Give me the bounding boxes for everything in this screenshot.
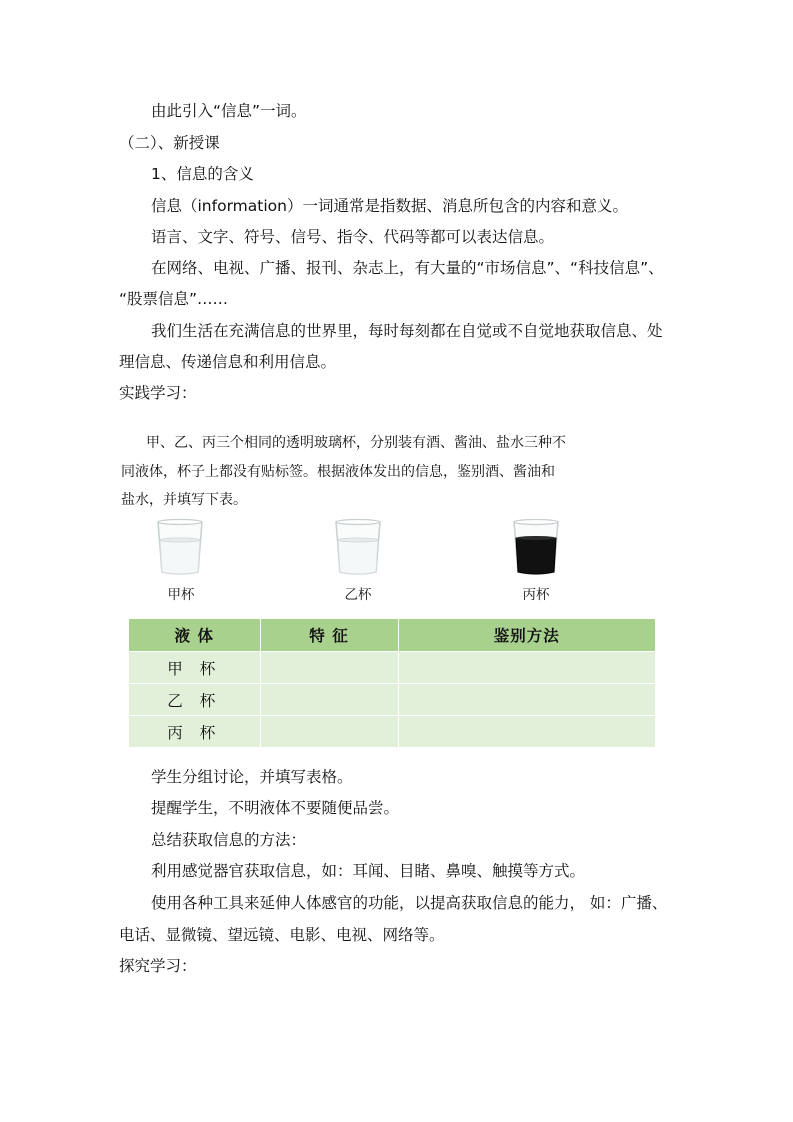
text-line: 语言、文字、符号、信号、指令、代码等都可以表达信息。 [151,228,555,246]
cell-feature[interactable] [260,684,398,716]
cup-jia-image [155,518,205,576]
cup-yi-image [333,518,383,576]
cell-liquid: 甲 杯 [129,652,260,684]
section-label: 实践学习： [119,384,197,402]
cell-feature[interactable] [260,716,398,748]
text-line: 学生分组讨论，并填写表格。 [151,768,353,786]
text-line: 提醒学生，不明液体不要随便品尝。 [151,799,400,817]
cup-bing-liquid [516,538,556,574]
section-heading: （二）、新授课 [119,134,220,152]
cell-method[interactable] [398,684,655,716]
exercise-line: 同液体，杯子上都没有贴标签。根据液体发出的信息，鉴别酒、酱油和 [121,464,555,480]
cell-liquid: 丙 杯 [129,716,260,748]
subsection-heading: 1、信息的含义 [151,165,254,183]
text-line: 信息（information）一词通常是指数据、消息所包含的内容和意义。 [151,197,628,215]
cup-jia-liquid [160,540,200,574]
text-line: 我们生活在充满信息的世界里，每时每刻都在自觉或不自觉地获取信息、处 [151,322,663,340]
table-row [129,652,655,684]
table-row [129,684,655,716]
identification-table [129,619,655,747]
text-line: 电话、显微镜、望远镜、电影、电视、网络等。 [119,926,445,944]
text-line: 利用感觉器官获取信息，如：耳闻、目睹、鼻嗅、触摸等方式。 [151,862,586,880]
cup-yi-label: 乙杯 [344,587,372,603]
table-row [129,716,655,748]
cup-yi-liquid [338,540,378,574]
text-line: 在网络、电视、广播、报刊、杂志上，有大量的“市场信息”、“科技信息”、 [151,259,664,277]
section-label: 探究学习： [119,957,197,975]
cell-method[interactable] [398,652,655,684]
cell-liquid: 乙 杯 [129,684,260,716]
text-line: 由此引入“信息”一词。 [151,102,307,120]
text-line: “股票信息”…… [119,290,229,308]
exercise-line: 盐水，并填写下表。 [121,492,247,508]
header-liquid: 液 体 [129,619,260,652]
text-line: 使用各种工具来延伸人体感官的功能，以提高获取信息的能力， 如：广播、 [151,894,668,912]
cup-bing-image [511,518,561,576]
cell-feature[interactable] [260,652,398,684]
header-method: 鉴别方法 [398,619,655,652]
exercise-line: 甲、乙、丙三个相同的透明玻璃杯，分别装有酒、酱油、盐水三种不 [146,435,566,451]
cup-bing-label: 丙杯 [522,587,550,603]
text-line: 总结获取信息的方法： [151,831,307,849]
cell-method[interactable] [398,716,655,748]
header-feature: 特 征 [260,619,398,652]
table-header-row [129,619,655,652]
cup-jia-label: 甲杯 [167,587,195,603]
text-line: 理信息、传递信息和利用信息。 [119,353,337,371]
